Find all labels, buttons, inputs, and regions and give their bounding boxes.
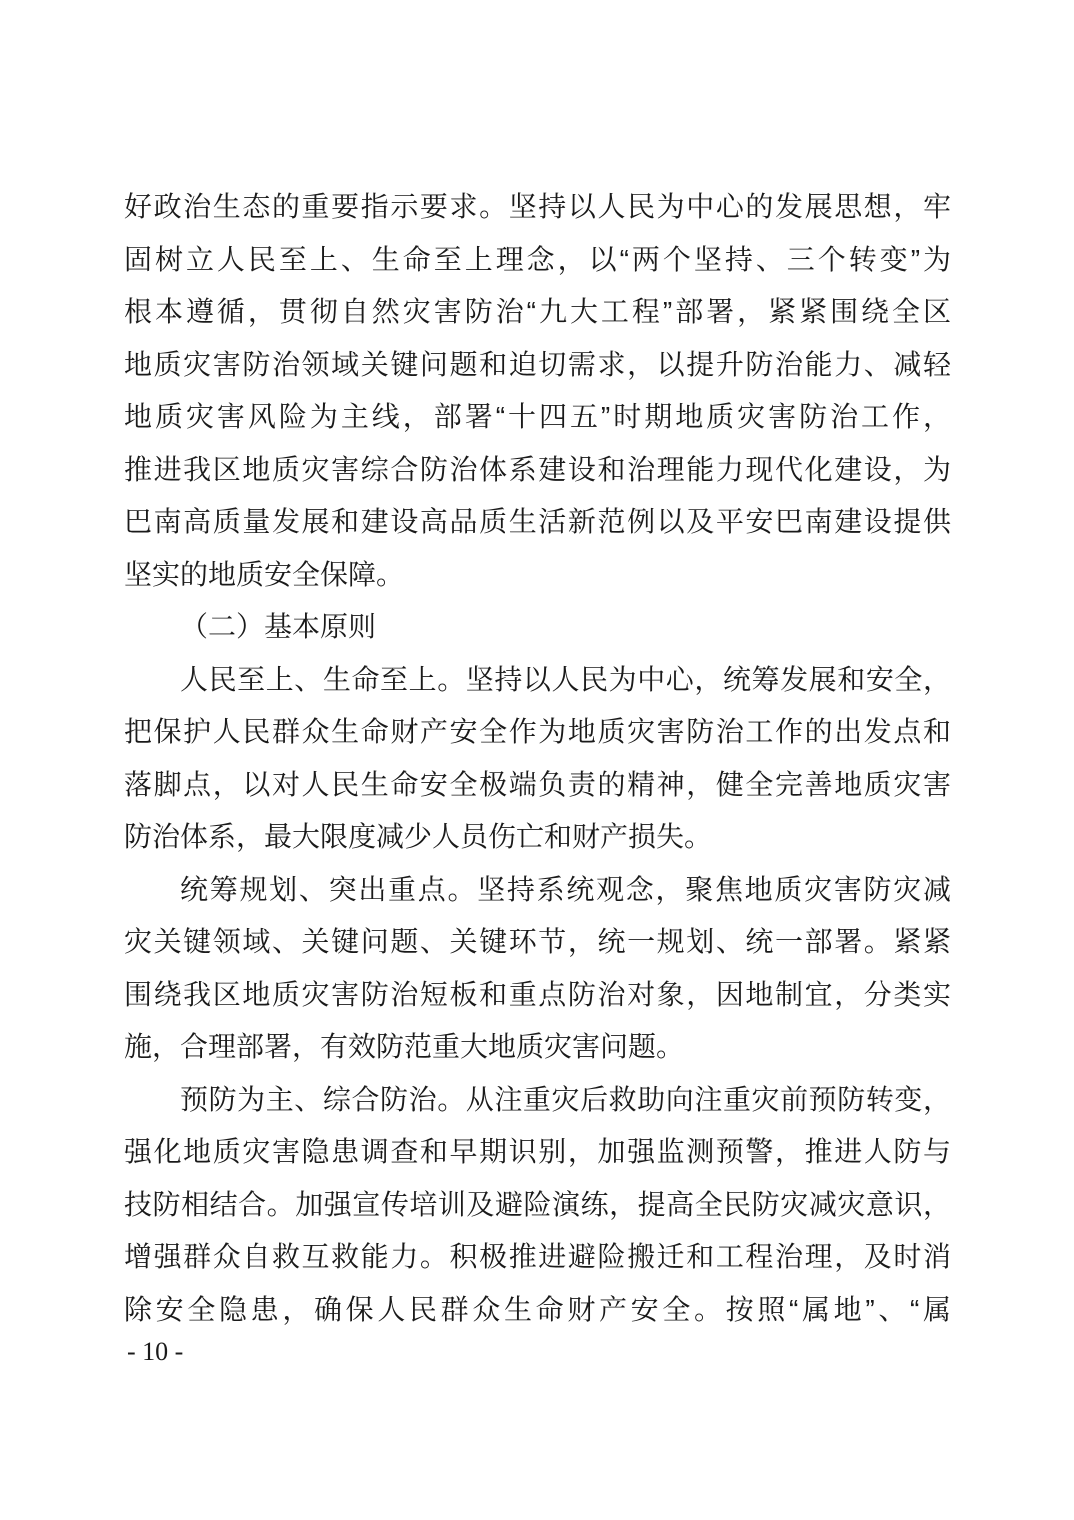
paragraph-continuation [124, 181, 951, 601]
text-line: 预防为主、综合防治。从注重灾后救助向注重灾前预防转变， [180, 1083, 951, 1115]
page-number: - 10 - [127, 1337, 184, 1366]
text-line: 固树立人民至上、生命至上理念，以“两个坚持、三个转变”为 [124, 243, 951, 275]
paragraph-principle-prevention-first [124, 1074, 951, 1337]
text-line: 围绕我区地质灾害防治短板和重点防治对象，因地制宜，分类实 [124, 978, 951, 1010]
text-line: 巴南高质量发展和建设高品质生活新范例以及平安巴南建设提供 [124, 506, 951, 537]
document-body [124, 181, 951, 1336]
section-heading: （二）基本原则 [180, 611, 377, 642]
text-line: 落脚点，以对人民生命安全极端负责的精神，健全完善地质灾害 [124, 768, 951, 800]
text-line: 推进我区地质灾害综合防治体系建设和治理能力现代化建设，为 [124, 453, 951, 485]
text-line: 强化地质灾害隐患调查和早期识别，加强监测预警，推进人防与 [124, 1136, 951, 1167]
text-line: 人民至上、生命至上。坚持以人民为中心，统筹发展和安全， [180, 663, 951, 695]
text-line: 地质灾害风险为主线，部署“十四五”时期地质灾害防治工作， [124, 401, 951, 432]
text-line: 增强群众自救互救能力。积极推进避险搬迁和工程治理，及时消 [124, 1241, 951, 1272]
text-line: 坚实的地质安全保障。 [124, 558, 405, 590]
text-line: 把保护人民群众生命财产安全作为地质灾害防治工作的出发点和 [124, 716, 951, 747]
text-line: 根本遵循，贯彻自然灾害防治“九大工程”部署，紧紧围绕全区 [124, 296, 951, 327]
text-line: 施，合理部署，有效防范重大地质灾害问题。 [124, 1031, 685, 1062]
text-line: 技防相结合。加强宣传培训及避险演练，提高全民防灾减灾意识， [124, 1188, 951, 1220]
paragraph-principle-unified-planning [124, 864, 951, 1074]
text-line: 好政治生态的重要指示要求。坚持以人民为中心的发展思想，牢 [124, 191, 951, 222]
text-line: 除安全隐患，确保人民群众生命财产安全。按照“属地”、“属 [124, 1293, 951, 1325]
text-line: 防治体系，最大限度减少人员伤亡和财产损失。 [124, 821, 713, 852]
text-line: 灾关键领域、关键问题、关键环节，统一规划、统一部署。紧紧 [124, 926, 951, 957]
paragraph-principle-people-first [124, 654, 951, 864]
text-line: 地质灾害防治领域关键问题和迫切需求，以提升防治能力、减轻 [124, 348, 951, 380]
text-line: 统筹规划、突出重点。坚持系统观念，聚焦地质灾害防灾减 [180, 873, 951, 905]
